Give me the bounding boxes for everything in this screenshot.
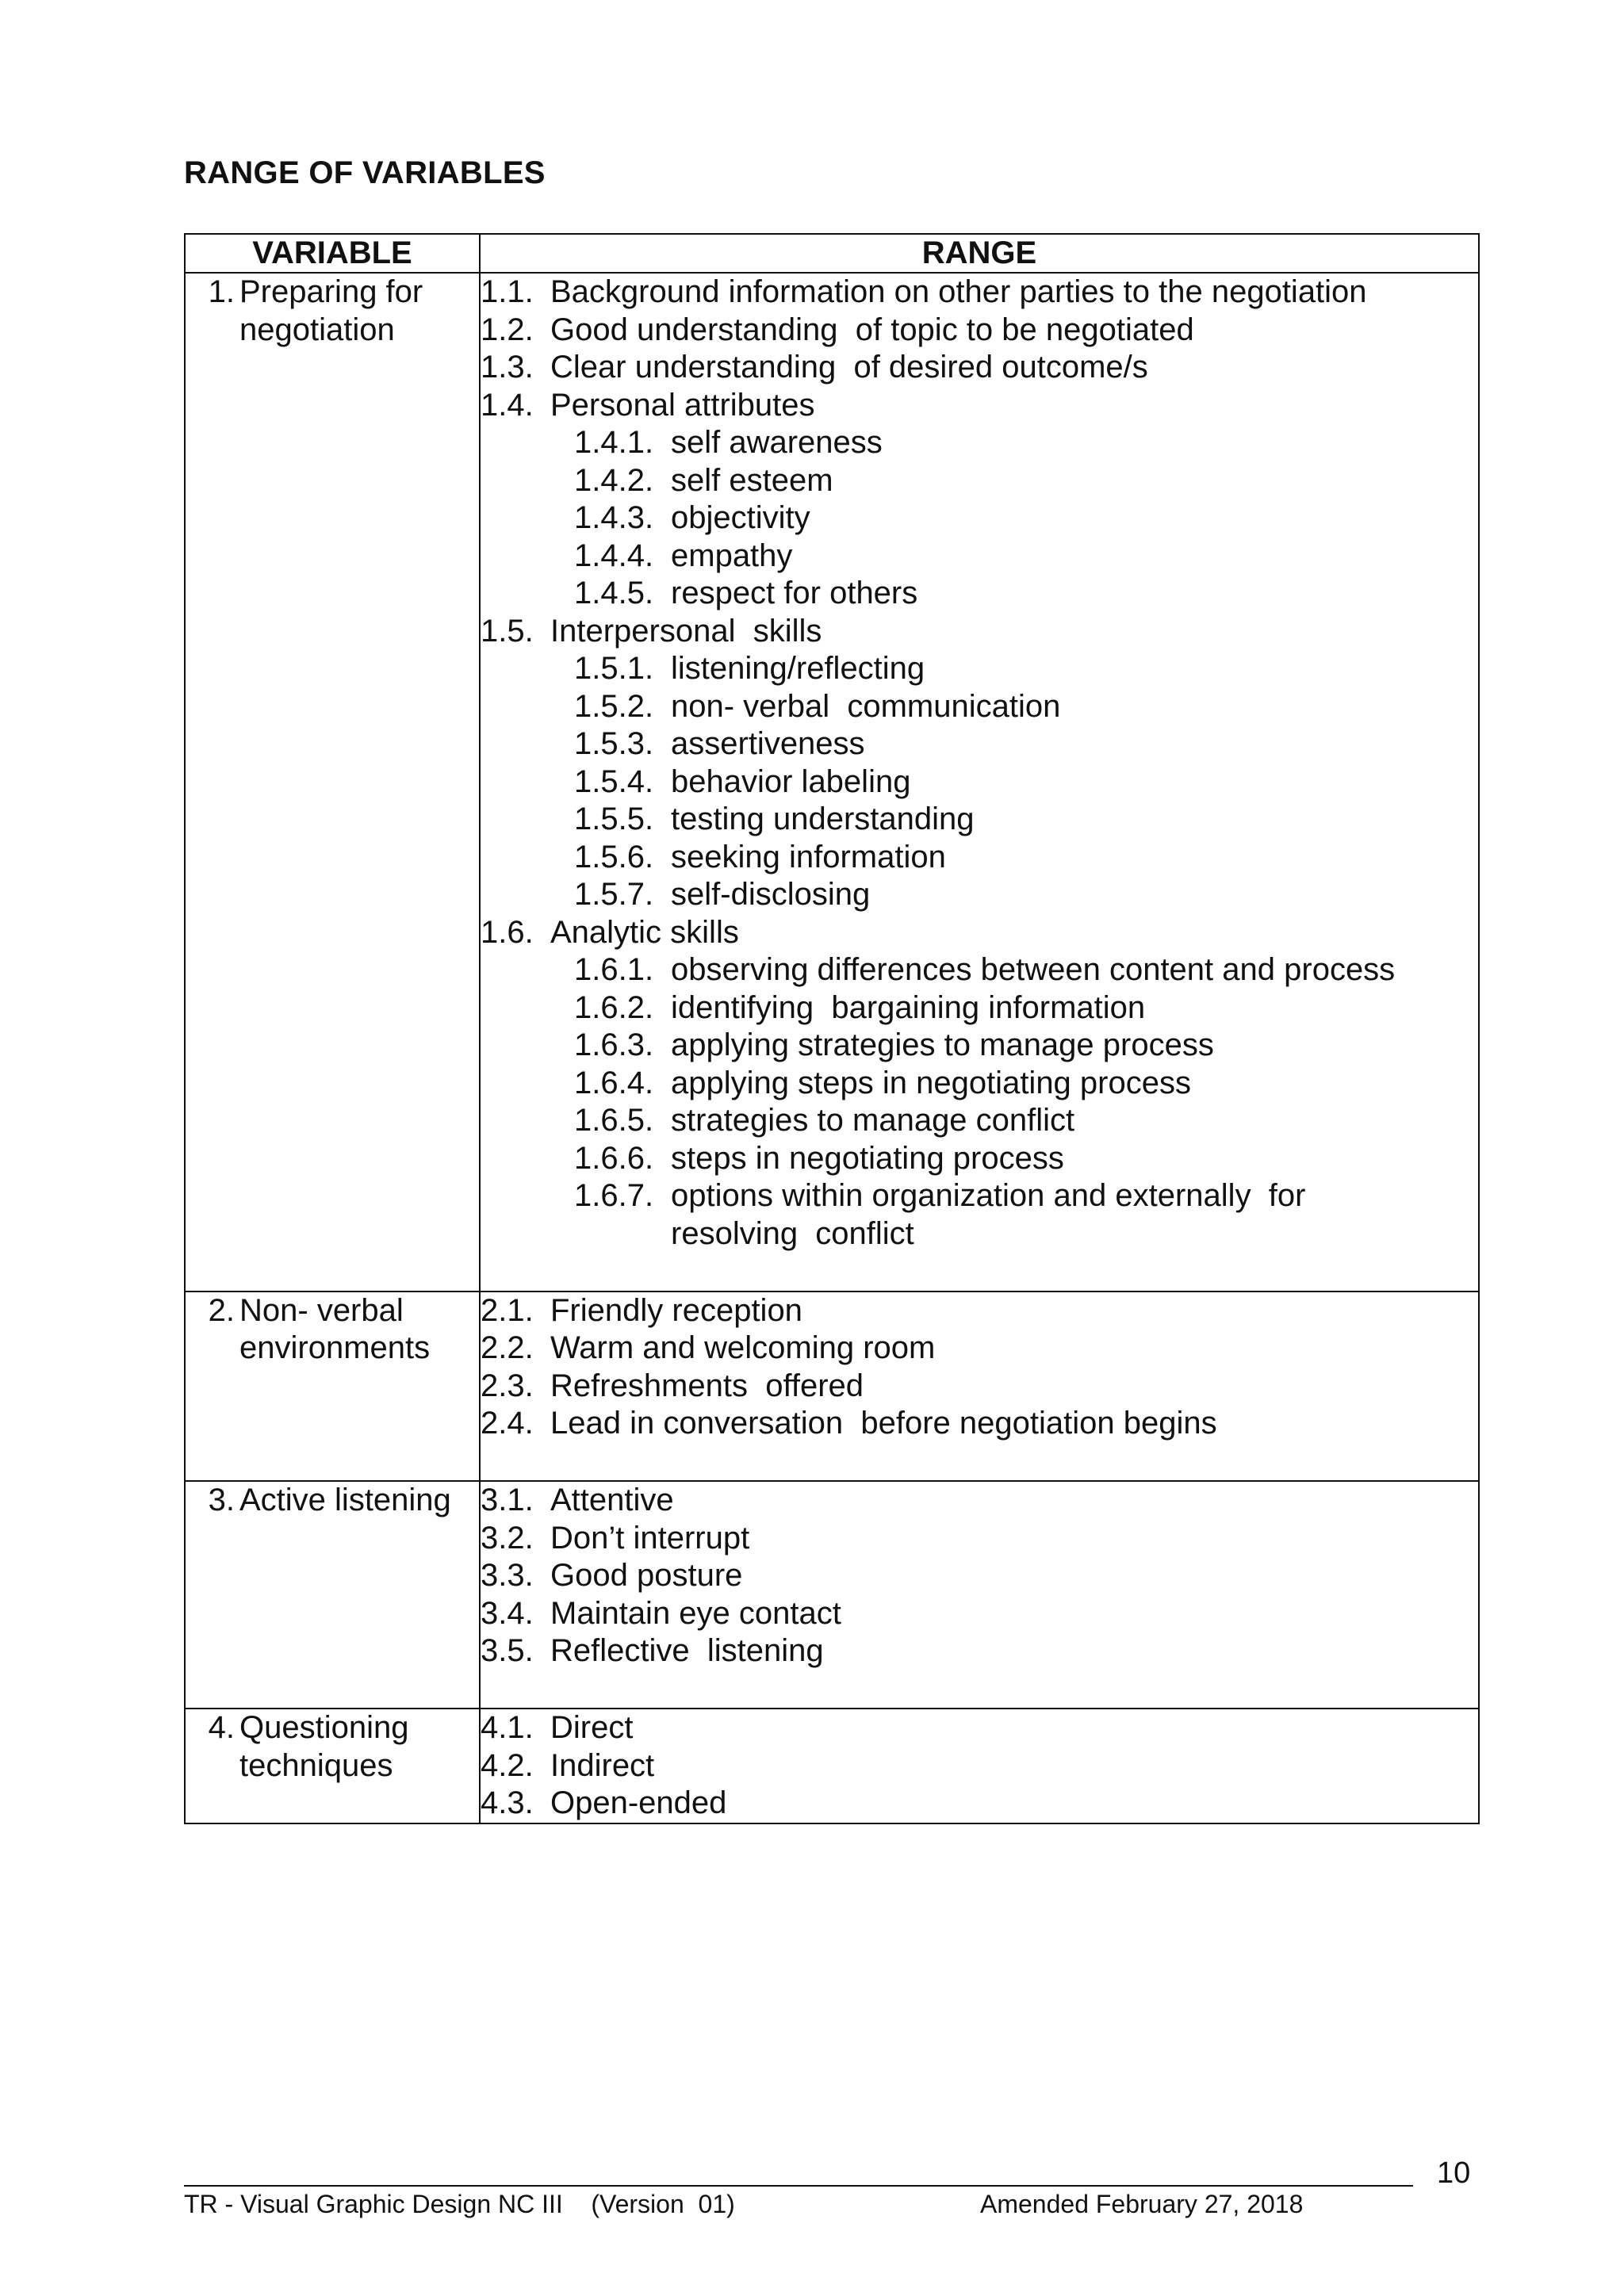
range-item-number: 2.1. (481, 1292, 534, 1328)
range-item (481, 989, 1478, 1027)
range-item-number: 1.6.2. (574, 989, 654, 1025)
range-item (481, 763, 1478, 802)
range-item-text: Direct (550, 1710, 634, 1745)
range-item-number: 1.6.5. (574, 1103, 654, 1138)
range-item (481, 1482, 1478, 1520)
range-item (481, 1747, 1478, 1785)
range-item-number: 1.2. (481, 312, 534, 347)
range-item-text: Don’t interrupt (550, 1520, 750, 1556)
variable-text: Active listening (239, 1483, 451, 1517)
range-item-number: 1.4.1. (574, 425, 654, 460)
range-item-text: Background information on other parties to the negotiation (550, 274, 1367, 309)
range-item (481, 725, 1478, 763)
range-item-text: Good posture (550, 1558, 743, 1593)
range-item-number: 3.5. (481, 1633, 534, 1668)
range-spacer (481, 1670, 1478, 1709)
range-item (481, 1709, 1478, 1747)
range-item-text: empathy (671, 538, 793, 573)
range-item (481, 349, 1478, 387)
range-item-number: 1.6. (481, 914, 534, 950)
range-item (481, 1027, 1478, 1065)
range-item-text: self awareness (671, 425, 883, 460)
variable-text: negotiation (239, 312, 395, 347)
range-item-text: Maintain eye contact (550, 1595, 841, 1631)
range-item (481, 1520, 1478, 1558)
page-number: 10 (1437, 2156, 1471, 2190)
column-header-variable: VARIABLE (185, 234, 480, 273)
range-of-variables-table (184, 233, 1480, 1824)
range-item-number: 1.3. (481, 350, 534, 385)
variable-cell (185, 1709, 480, 1823)
range-item-number: 1.5.6. (574, 839, 654, 874)
range-item-text: Reflective listening (550, 1633, 824, 1668)
range-item-number: 1.5. (481, 613, 534, 649)
range-item-number: 1.5.1. (574, 651, 654, 686)
variable-text: Non- verbal (239, 1292, 404, 1328)
range-item (481, 538, 1478, 576)
range-item-number: 1.6.7. (574, 1178, 654, 1213)
range-spacer (481, 1443, 1478, 1481)
column-header-range: RANGE (480, 234, 1479, 273)
range-item-number: 1.6.1. (574, 952, 654, 987)
table-row (185, 1709, 1479, 1823)
variable-cell (185, 1292, 480, 1482)
variable-line (186, 1292, 479, 1330)
variable-text: Preparing for (239, 274, 423, 309)
range-item-number: 1.4.2. (574, 462, 654, 498)
range-item-number: 1.5.3. (574, 726, 654, 761)
range-item-text: strategies to manage conflict (671, 1103, 1075, 1138)
range-cell (480, 1481, 1479, 1709)
variable-number: 4. (208, 1710, 235, 1745)
variable-line (186, 1747, 479, 1785)
variable-text: Questioning (239, 1710, 409, 1745)
range-item-number: 2.2. (481, 1330, 534, 1365)
variable-text: techniques (239, 1747, 393, 1783)
range-item-number: 1.5.7. (574, 877, 654, 912)
range-item-text: testing understanding (671, 802, 975, 836)
variable-number: 1. (208, 274, 235, 309)
page-title: RANGE OF VARIABLES (184, 155, 546, 190)
table-row (185, 273, 1479, 1292)
range-item-text: Interpersonal skills (550, 613, 822, 649)
range-item-text: Friendly reception (550, 1292, 802, 1328)
range-cell (480, 273, 1479, 1292)
range-item (481, 613, 1478, 651)
range-item-text: Personal attributes (550, 387, 815, 423)
range-item (481, 575, 1478, 613)
range-item-text: applying steps in negotiating process (671, 1065, 1191, 1100)
range-item-number: 3.4. (481, 1595, 534, 1631)
range-item (481, 1557, 1478, 1595)
range-item (481, 1595, 1478, 1633)
variable-line (186, 1709, 479, 1747)
range-item-number: 1.4.4. (574, 538, 654, 573)
range-item-number: 1.5.4. (574, 763, 654, 799)
range-item-text: non- verbal communication (671, 688, 1061, 724)
range-item-text: self esteem (671, 462, 833, 498)
range-item-text: Warm and welcoming room (550, 1330, 936, 1365)
range-item-text: Open-ended (550, 1785, 727, 1820)
range-item-text: options within organization and externally for (671, 1178, 1306, 1213)
range-item-text: Lead in conversation before negotiation begins (550, 1406, 1217, 1441)
range-item (481, 1140, 1478, 1178)
variable-text: environments (239, 1330, 431, 1365)
range-item-number: 4.1. (481, 1710, 534, 1745)
range-item (481, 650, 1478, 688)
range-item-text: Refreshments offered (550, 1368, 864, 1403)
range-item-text: behavior labeling (671, 763, 911, 799)
range-spacer (481, 1253, 1478, 1291)
range-item-number: 1.5.5. (574, 802, 654, 836)
variable-number: 3. (208, 1483, 235, 1517)
range-item-number: 1.5.2. (574, 688, 654, 724)
range-item-text: applying strategies to manage process (671, 1027, 1214, 1062)
range-cell (480, 1292, 1479, 1482)
range-item-text: objectivity (671, 500, 810, 535)
variable-line (186, 1330, 479, 1368)
variable-number: 2. (208, 1292, 235, 1328)
range-item (481, 1368, 1478, 1406)
range-item (481, 1065, 1478, 1103)
range-item-number: 1.6.6. (574, 1140, 654, 1176)
range-item-text: listening/reflecting (671, 651, 925, 686)
range-item (481, 1215, 1478, 1253)
range-item (481, 688, 1478, 726)
range-item-text: Attentive (550, 1483, 674, 1517)
variable-line (186, 1482, 479, 1520)
range-item (481, 1177, 1478, 1215)
range-item-text: assertiveness (671, 726, 865, 761)
range-item-text: Indirect (550, 1747, 655, 1783)
range-item (481, 951, 1478, 989)
range-item-text: observing differences between content and process (671, 952, 1396, 987)
range-item (481, 801, 1478, 839)
range-item-text: seeking information (671, 839, 946, 874)
range-item (481, 1292, 1478, 1330)
range-item-number: 1.4.3. (574, 500, 654, 535)
range-item (481, 1102, 1478, 1140)
range-item-number: 4.2. (481, 1747, 534, 1783)
range-item-number: 3.3. (481, 1558, 534, 1593)
range-item-number: 1.1. (481, 274, 534, 309)
variable-cell (185, 1481, 480, 1709)
range-item (481, 499, 1478, 538)
range-item-text: resolving conflict (671, 1215, 914, 1251)
range-item (481, 1330, 1478, 1368)
range-item-number: 2.3. (481, 1368, 534, 1403)
range-item (481, 876, 1478, 914)
range-item-number: 3.2. (481, 1520, 534, 1556)
footer-document-title: TR - Visual Graphic Design NC III (Version 01) (184, 2190, 735, 2218)
variable-line (186, 274, 479, 312)
footer-divider (184, 2185, 1413, 2187)
range-cell (480, 1709, 1479, 1823)
range-item-number: 1.4. (481, 387, 534, 423)
range-item (481, 387, 1478, 425)
table-header-row (185, 234, 1479, 273)
range-item-number: 1.6.4. (574, 1065, 654, 1100)
range-item (481, 462, 1478, 500)
range-item (481, 274, 1478, 312)
range-item-number: 3.1. (481, 1483, 534, 1517)
range-item (481, 839, 1478, 877)
range-item-number: 1.6.3. (574, 1027, 654, 1062)
table-row (185, 1481, 1479, 1709)
variable-line (186, 312, 479, 350)
range-item-number: 1.4.5. (574, 576, 654, 610)
range-item-text: steps in negotiating process (671, 1140, 1064, 1176)
range-item (481, 424, 1478, 462)
range-item (481, 914, 1478, 952)
range-item (481, 1405, 1478, 1443)
range-item-text: Analytic skills (550, 914, 739, 950)
range-item-text: self-disclosing (671, 877, 871, 912)
range-item-number: 2.4. (481, 1406, 534, 1441)
range-item (481, 1785, 1478, 1823)
range-item-number: 4.3. (481, 1785, 534, 1820)
table-row (185, 1292, 1479, 1482)
range-item-text: Good understanding of topic to be negotiated (550, 312, 1194, 347)
range-item (481, 1632, 1478, 1670)
range-item-text: identifying bargaining information (671, 989, 1146, 1025)
footer-amended-date: Amended February 27, 2018 (980, 2190, 1304, 2218)
range-item-text: Clear understanding of desired outcome/s (550, 350, 1148, 385)
variable-cell (185, 273, 480, 1292)
range-item-text: respect for others (671, 576, 918, 610)
range-item (481, 312, 1478, 350)
